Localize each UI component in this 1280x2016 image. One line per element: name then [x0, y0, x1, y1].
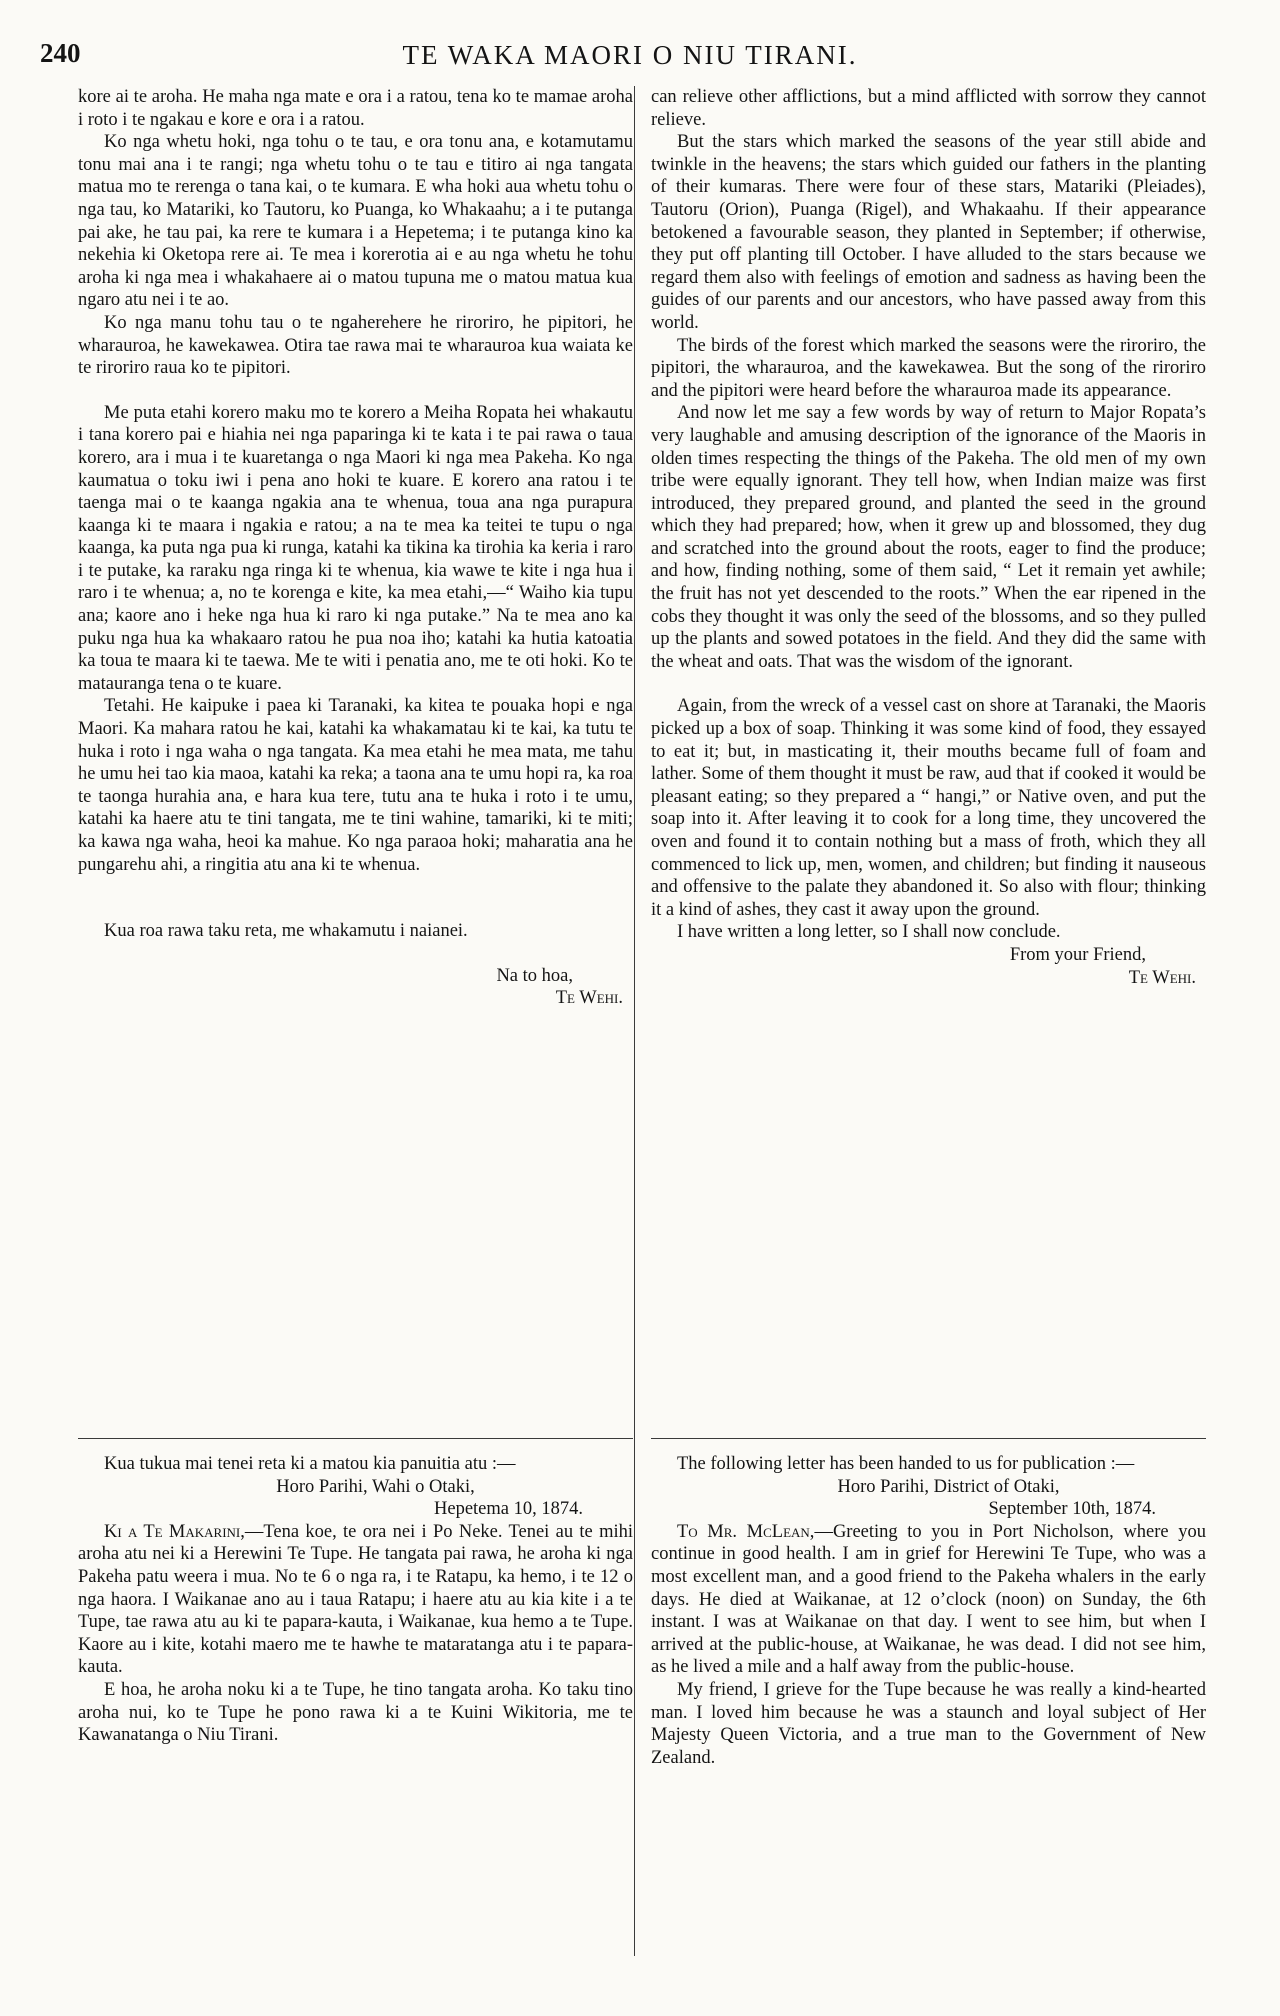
letter-salutation: From your Friend,: [1009, 944, 1146, 965]
paragraph: Ko nga whetu hoki, nga tohu o te tau, e ora tonu ana, e kotamutamu tonu mai ana i te rangi; nga whetu tohu o te tau e titiro ai nga tangata matua mo te rerenga o tana kai, o te kumara. E wha hoki aua whetu tohu o nga tau, ko Matariki, ko Tautoru, ko Puanga, ko Whakaahu; a i te putanga pai ake, he tau pai, ka rere te kumara i a Hepetema; i te putanga kino ka nekehia ki Oketopa rere ai. Te mea i korerotia ai e au nga whetu he tohu aroha ki nga mea i whakahaere ai o matou tupuna me o matou matua kua ngaro atu nei i te ao.: [78, 132, 633, 311]
paragraph: But the stars which marked the seasons of the year still abide and twinkle in the heavens; the stars which guided our fathers in the planting of their kumaras. There were four of these stars, Matariki (Pleiades), Tautoru (Orion), Puanga (Rigel), and Whakaahu. If their appearance betokened a favourable season, they planted in September; if otherwise, they put off planting till October. I have alluded to the stars because we regard them also with feelings of emotion and sadness as having been the guides of our parents and our ancestors, who have passed away from this world.: [651, 132, 1206, 333]
letter-closing: Kua roa rawa taku reta, me whakamutu i naianei.: [104, 921, 468, 942]
english-letter-tupe: [651, 1438, 1206, 1769]
letter-addressee: Ki a Te Makarini,: [104, 1521, 245, 1542]
letter-intro: The following letter has been handed to us for publication :—: [677, 1454, 1135, 1474]
page-header: [40, 38, 1220, 78]
paragraph: E hoa, he aroha noku ki a te Tupe, he tino tangata aroha. Ko taku tino aroha nui, ko te Tupe he pono rawa ki a te Kuini Wikitoria, me te Kawanatanga o Niu Tirani.: [78, 1679, 633, 1746]
paragraph: [78, 1521, 633, 1679]
column-divider: [634, 86, 635, 1956]
maori-letter-continued: [78, 86, 633, 1418]
letter-place: Horo Parihi, District of Otaki,: [837, 1476, 1060, 1497]
maori-letter-tupe: [78, 1438, 633, 1747]
page-number: 240: [40, 38, 81, 68]
section-rule: [651, 1438, 1206, 1439]
letter-addressee: To Mr. McLean,: [677, 1521, 815, 1542]
paragraph: The birds of the forest which marked the seasons were the riroriro, the pipitori, the wharauroa, and the kawekawea. But the song of the riroriro and the pipitori were heard before the wharauroa made its appearance.: [651, 335, 1206, 401]
letter-salutation: Na to hoa,: [496, 965, 573, 986]
letter-signature: Te Wehi.: [1128, 967, 1196, 988]
paragraph: I have written a long letter, so I shall now conclude.: [677, 922, 1061, 943]
letter-signature: Te Wehi.: [555, 988, 623, 1009]
paragraph: Ko nga manu tohu tau o te ngaherehere he riroriro, he pipitori, he wharauroa, he kawekawea. Otira tae rawa mai te wharauroa kua waiata ke te riroriro raua ko te pipitori.: [78, 312, 633, 379]
letter-date: September 10th, 1874.: [988, 1499, 1156, 1520]
letter-place: Horo Parihi, Wahi o Otaki,: [276, 1476, 475, 1497]
paragraph: can relieve other afflictions, but a mind afflicted with sorrow they cannot relieve.: [651, 87, 1206, 130]
paragraph: Me puta etahi korero maku mo te korero a Meiha Ropata hei whakautu i tana korero pai e hiahia nei nga paparinga ki te kata i te pai rawa o taua korero, ara i mua i te kuaretanga o nga Maori ki nga mea Pakeha. Ko nga kaumatua o toku iwi i pena ano hoki te kuare. E korero ana ratou i te taenga mai o te kaanga ngakia ana te whenua, toua ana nga purapura kaanga ki te maara i ngakia e ratou; a na te mea ka teitei te tupu o nga kaanga, ka puta nga pua ki runga, katahi ka tikina ka tirohia ka keria i raro i te putake, ka raraku nga ringa ki te whenua, kia wawe te kite i nga hua i raro i te whenua; a, no te korenga e kite, ka mea etahi,—“ Waiho kia tupu ana; kaore ano i heke nga hua ki raro ki nga putake.” Na te mea ano ka puku nga hua ka whakaaro ratou he pua noa iho; katahi ka hutia katoatia ka toua te maara ki te taewa. Me te witi i penatia ano, me te oti hoki. Ko te matauranga tena o te kuare.: [78, 402, 633, 694]
paragraph: Tetahi. He kaipuke i paea ki Taranaki, ka kitea te pouaka hopi e nga Maori. Ka mahara ratou he kai, katahi ka whakamatau ki te kai, ka tutu te huka i roto i nga waha o nga tangata. Ka mea etahi he mea mata, me tahu he umu hei tao kia maoa, katahi ka reka; a taona ana te umu hopi ra, ka roa te taonga hurahia ana, e hara kua tere, tutu ana te huka i roto i te umu, katahi ka haere atu te tini tangata, me te tini wahine, tamariki, ki te miti; ka kawa nga waha, heoi ka mahue. Ko nga paraoa hoki; maharatia ana he pungarehu ahi, a ringitia atu ana ki te whenua.: [78, 696, 633, 875]
letter-intro: Kua tukua mai tenei reta ki a matou kia panuitia atu :—: [104, 1454, 516, 1474]
paragraph: My friend, I grieve for the Tupe because he was really a kind-hearted man. I loved him because he was a staunch and loyal subject of Her Majesty Queen Victoria, and a true man to the Government of New Zealand.: [651, 1679, 1206, 1768]
paragraph: And now let me say a few words by way of return to Major Ropata’s very laughable and amusing description of the ignorance of the Maoris in olden times respecting the things of the Pakeha. The old men of my own tribe were equally ignorant. They tell how, when Indian maize was first introduced, they prepared ground, and planted the seed in the ground which they had prepared; how, when it grew up and blossomed, they dug and scratched into the ground about the roots, eager to find the produce; and how, finding nothing, some of them said, “ Let it remain yet awhile; the fruit has not yet descended to the roots.” When the ear ripened in the cobs they thought it was only the seed of the blossoms, and so they pulled up the plants and sowed potatoes in the field. And they did the same with the wheat and oats. That was the wisdom of the ignorant.: [651, 403, 1206, 672]
paragraph-text: —Greeting to you in Port Nicholson, where you continue in good health. I am in grief for Herewini Te Tupe, who was a most excellent man, and a good friend to the Pakeha whalers in the early days. He died at Waikanae, at 12 o’clock (noon) on Sunday, the 6th instant. I was at Waikanae on that day. I went to see him, but when I arrived at the public-house, at Waikanae, he was dead. I did not see him, as he lived a mile and a half away from the public-house.: [651, 1521, 1206, 1678]
paragraph: [651, 1521, 1206, 1679]
section-rule: [78, 1438, 633, 1439]
paragraph: kore ai te aroha. He maha nga mate e ora i a ratou, tena ko te mamae aroha i roto i te ngakau e kore e ora i a ratou.: [78, 87, 633, 130]
paragraph: Again, from the wreck of a vessel cast on shore at Taranaki, the Maoris picked up a box of soap. Thinking it was some kind of food, they essayed to eat it; but, in masticating it, their mouths became full of foam and lather. Some of them thought it must be raw, aud that if cooked it would be pleasant eating; so they prepared a “ hangi,” or Native oven, and put the soap into it. After leaving it to cook for a long time, they uncovered the oven and found it to contain nothing but a mass of froth, which they all commenced to lick up, men, women, and children; but finding it nauseous and offensive to the palate they abandoned it. So also with flour; thinking it a kind of ashes, they cast it away upon the ground.: [651, 696, 1206, 920]
english-letter-continued: [651, 86, 1206, 1418]
paragraph-text: —Tena koe, te ora nei i Po Neke. Tenei au te mihi aroha atu nei ki a Herewini Te Tupe. He tangata pai rawa, he aroha ki nga Pakeha patu weera i mua. No te 6 o nga ra, i te Ratapu, ka hemo, i te 12 o nga haora. I Waikanae ano au i taua Ratapu; i haere atu au kia kite i a te Tupe, tae rawa atu au ki te papara-kauta, i Waikanae, kua hemo a te Tupe. Kaore au i kite, kotahi maero me te hawhe te mataratanga atu i te papara-kauta.: [78, 1521, 633, 1678]
running-title: TE WAKA MAORI O NIU TIRANI.: [402, 40, 858, 70]
letter-date: Hepetema 10, 1874.: [434, 1499, 583, 1520]
